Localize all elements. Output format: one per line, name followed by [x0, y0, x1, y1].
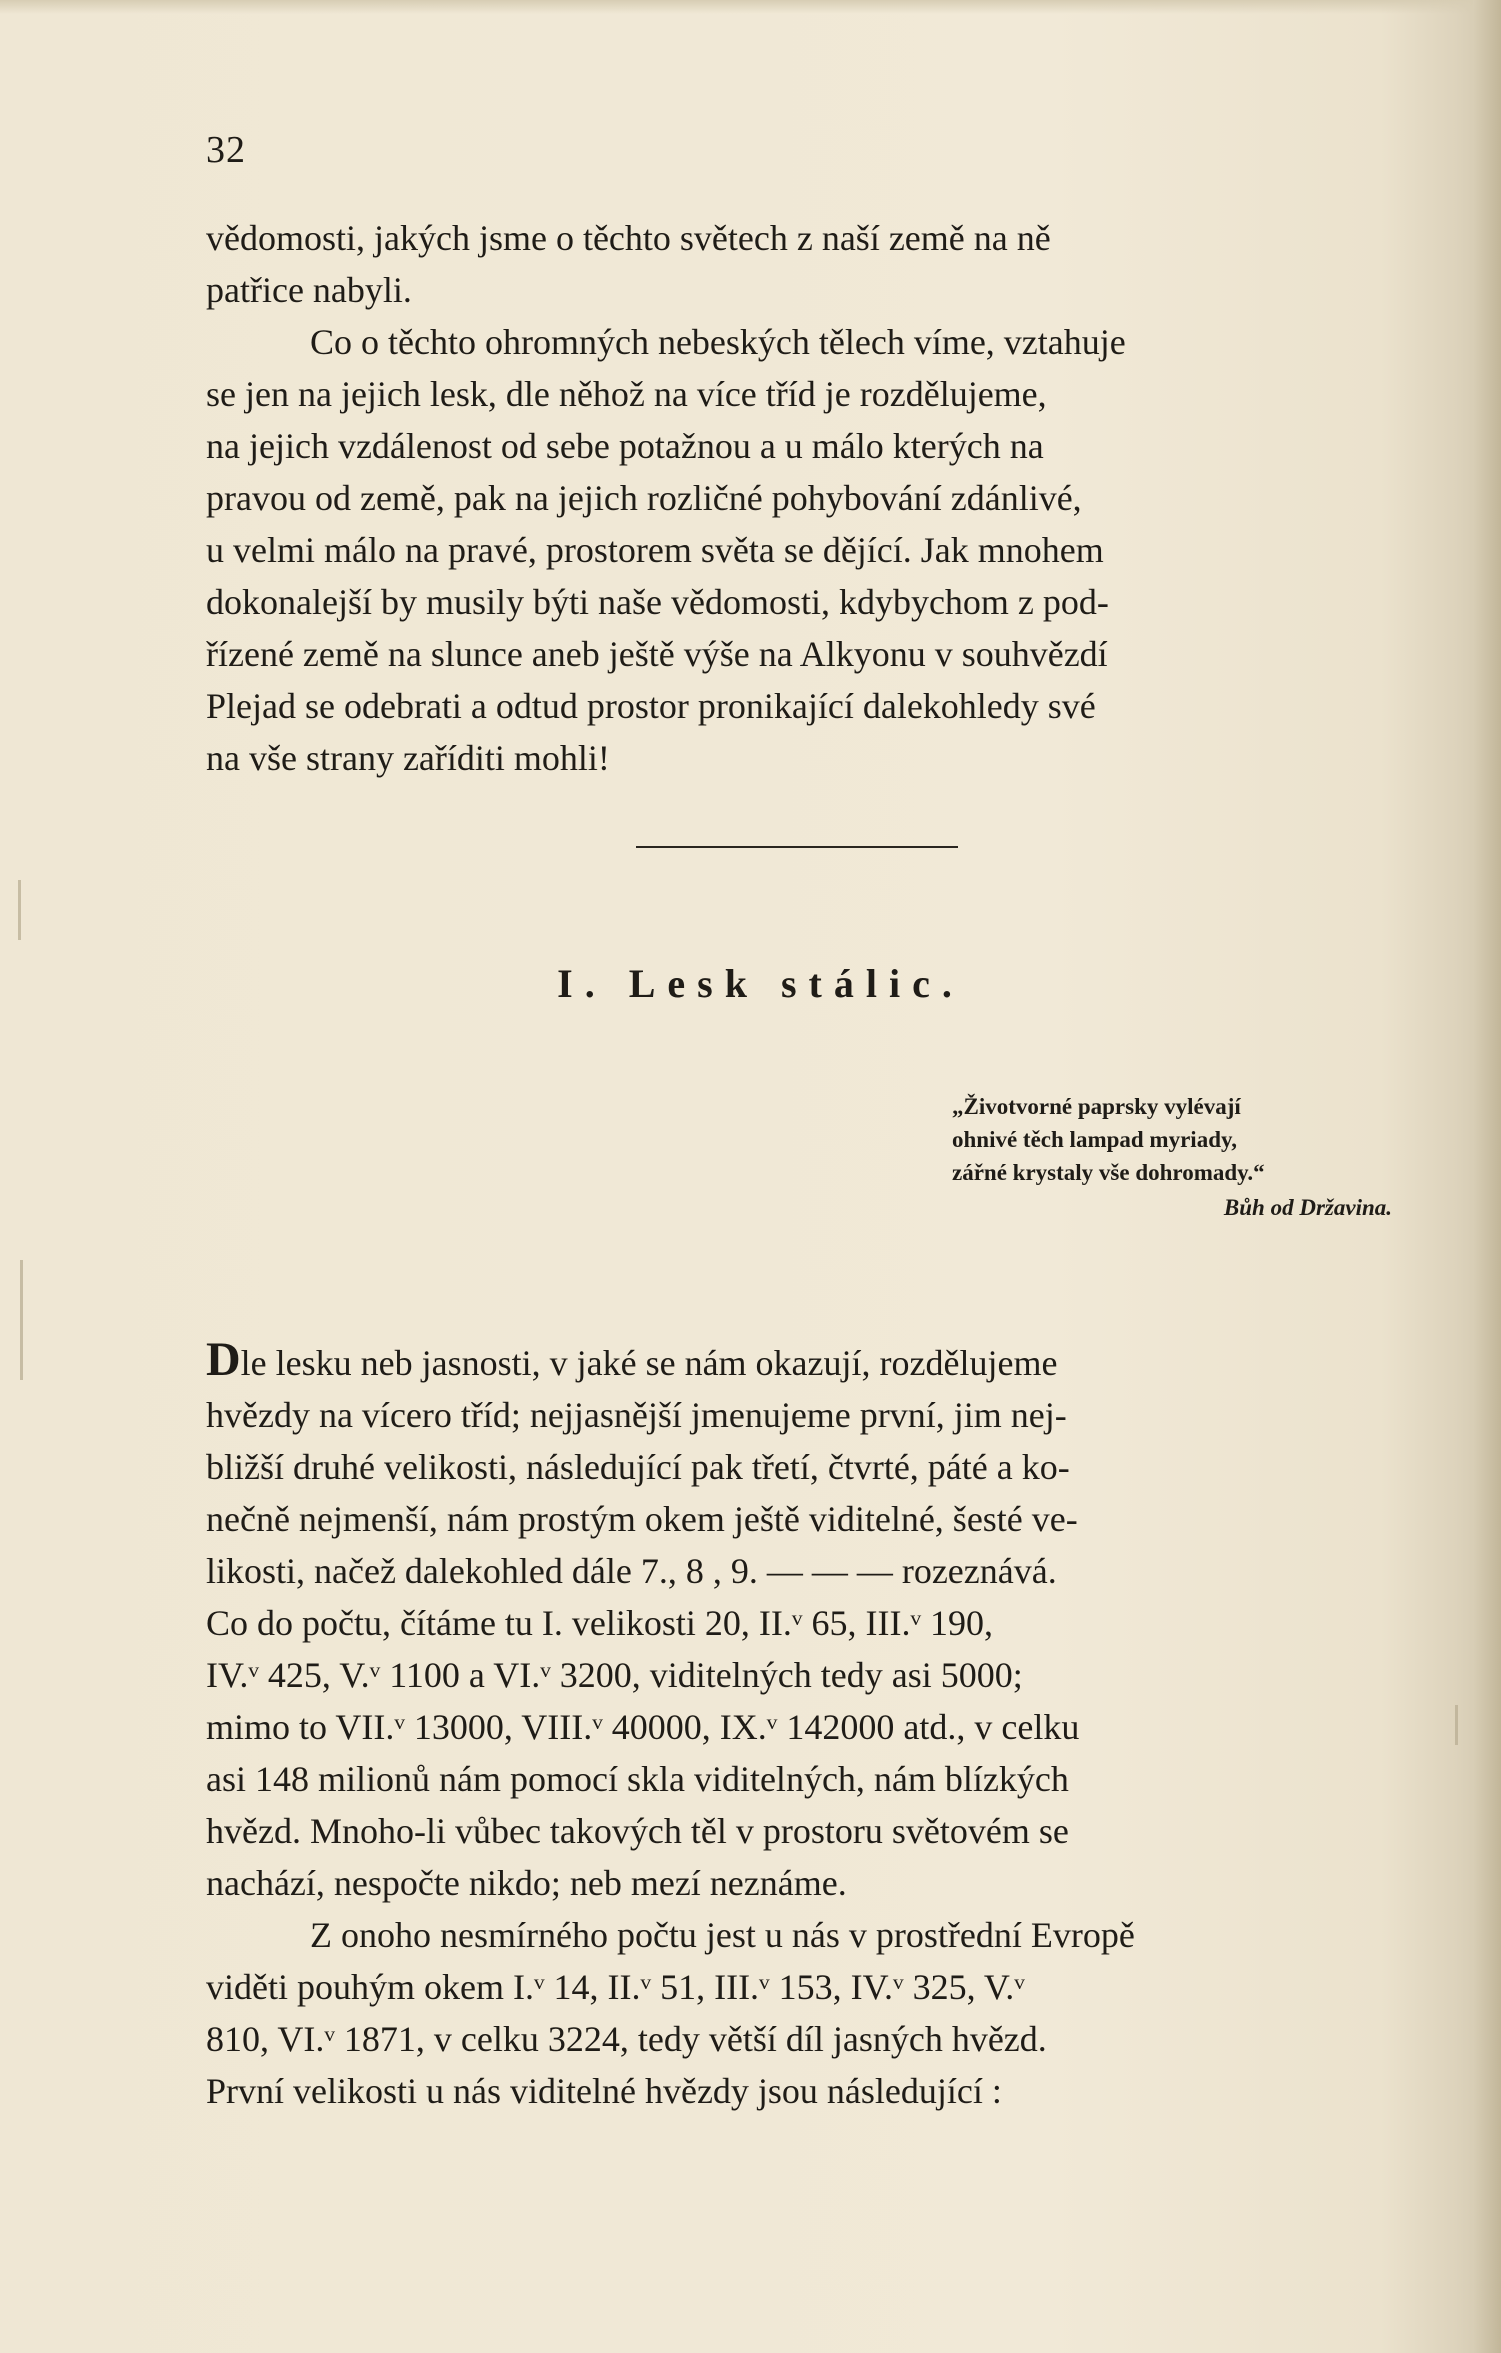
text-line: nachází, nespočte nikdo; neb mezí neznáme.: [206, 1863, 847, 1903]
text-line: pravou od země, pak na jejich rozličné pohybování zdánlivé,: [206, 478, 1082, 518]
text-line: likosti, načež dalekohled dále 7., 8 , 9. — — — rozeznává.: [206, 1551, 1057, 1591]
text-line: se jen na jejich lesk, dle něhož na více tříd je rozdělujeme,: [206, 374, 1047, 414]
text-line: Co do počtu, čítáme tu I. velikosti 20, II.ᵛ 65, III.ᵛ 190,: [206, 1603, 994, 1643]
text-line: První velikosti u nás viditelné hvězdy jsou následující :: [206, 2071, 1002, 2111]
epigraph: [952, 1090, 1392, 1224]
text-line: le lesku neb jasnosti, v jaké se nám okazují, rozdělujeme: [240, 1343, 1058, 1383]
paper-speck: [18, 880, 21, 940]
section-heading: I. Lesk stálic.: [557, 961, 964, 1006]
epigraph-line: ohnivé těch lampad myriady,: [952, 1127, 1237, 1152]
epigraph-line: zářné krystaly vše dohromady.“: [952, 1160, 1265, 1185]
epigraph-source: Bůh od Državina.: [1223, 1195, 1392, 1220]
text-line: patřice nabyli.: [206, 270, 412, 310]
drop-cap: D: [206, 1333, 241, 1386]
epigraph-line: „Životvorné paprsky vylévají: [952, 1094, 1241, 1119]
text-line: na jejich vzdálenost od sebe potažnou a u málo kterých na: [206, 426, 1044, 466]
text-line: hvězdy na vícero tříd; nejjasnější jmenujeme první, jim nej-: [206, 1395, 1067, 1435]
text-line: vědomosti, jakých jsme o těchto světech z naší země na ně: [206, 218, 1051, 258]
paper-speck: [1455, 1705, 1458, 1745]
text-line: asi 148 milionů nám pomocí skla viditelných, nám blízkých: [206, 1759, 1069, 1799]
text-line: řízené země na slunce aneb ještě výše na Alkyonu v souhvězdí: [206, 634, 1108, 674]
text-line: dokonalejší by musily býti naše vědomosti, kdybychom z pod-: [206, 582, 1109, 622]
page-edge-shadow: [1473, 0, 1501, 2353]
paper-speck: [20, 1260, 23, 1380]
text-line: 810, VI.ᵛ 1871, v celku 3224, tedy větší díl jasných hvězd.: [206, 2019, 1047, 2059]
text-line: Plejad se odebrati a odtud prostor pronikající dalekohledy své: [206, 686, 1096, 726]
text-line: nečně nejmenší, nám prostým okem ještě viditelné, šesté ve-: [206, 1499, 1078, 1539]
text-line: Z onoho nesmírného počtu jest u nás v prostřední Evropě: [310, 1915, 1135, 1955]
paragraph-intro: [206, 212, 1402, 784]
page-number: 32: [206, 129, 246, 171]
page-top-shadow: [0, 0, 1501, 14]
text-line: mimo to VII.ᵛ 13000, VIII.ᵛ 40000, IX.ᵛ 142000 atd., v celku: [206, 1707, 1080, 1747]
text-line: u velmi málo na pravé, prostorem světa se dějící. Jak mnohem: [206, 530, 1104, 570]
text-line: IV.ᵛ 425, V.ᵛ 1100 a VI.ᵛ 3200, viditelných tedy asi 5000;: [206, 1655, 1023, 1695]
text-line: viděti pouhým okem I.ᵛ 14, II.ᵛ 51, III.ᵛ 153, IV.ᵛ 325, V.ᵛ: [206, 1967, 1025, 2007]
text-line: na vše strany zaříditi mohli!: [206, 738, 610, 778]
text-line: hvězd. Mnoho-li vůbec takových těl v prostoru světovém se: [206, 1811, 1069, 1851]
text-line: bližší druhé velikosti, následující pak třetí, čtvrté, páté a ko-: [206, 1447, 1070, 1487]
text-line-first: [206, 1334, 1402, 1389]
text-line: Co o těchto ohromných nebeských tělech víme, vztahuje: [310, 322, 1126, 362]
section-divider: [636, 846, 958, 848]
paragraph-brightness: [206, 1334, 1402, 2117]
